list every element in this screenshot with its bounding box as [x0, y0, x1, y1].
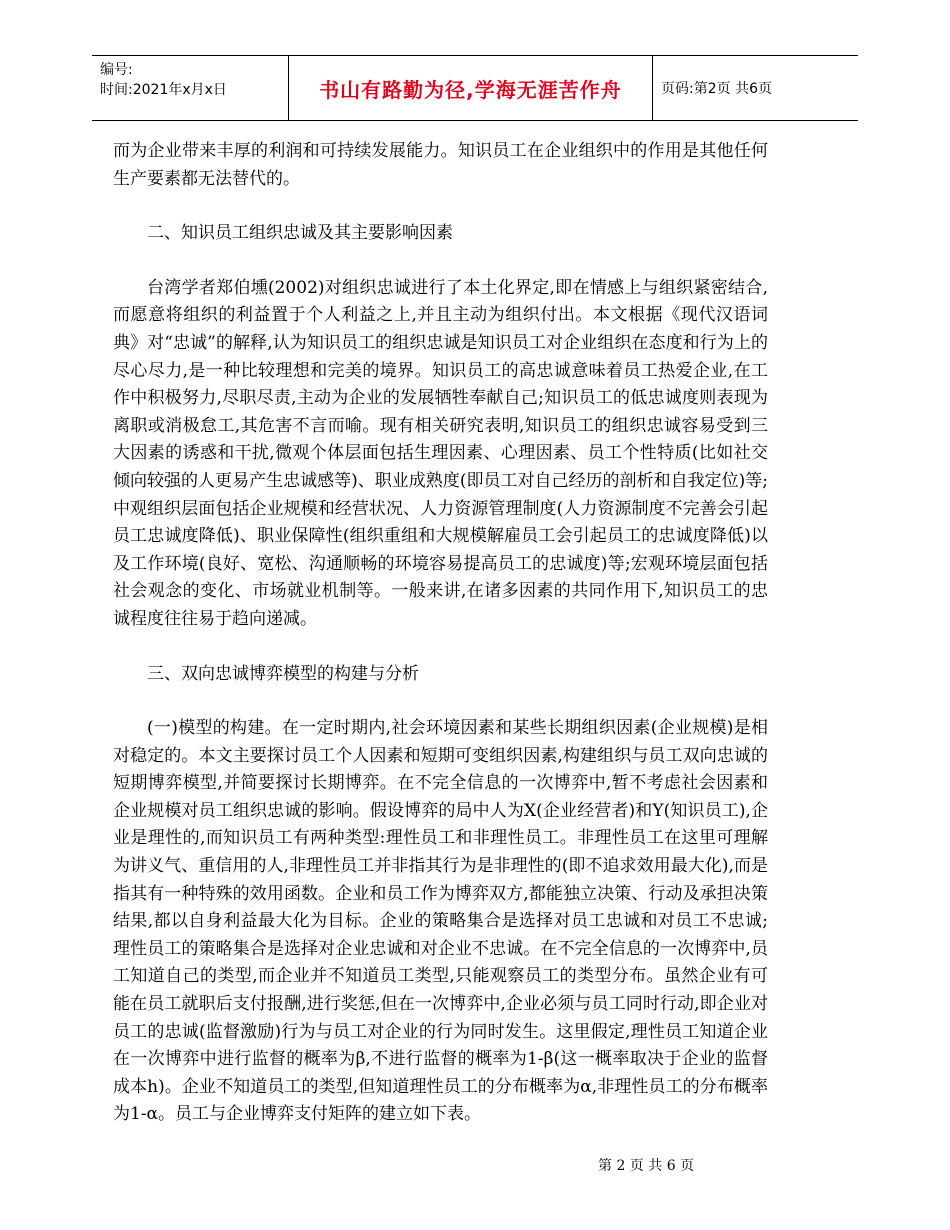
- section-heading: 二、知识员工组织忠诚及其主要影响因素: [147, 223, 453, 244]
- body-paragraph: 台湾学者郑伯壎(2002)对组织忠诚进行了本土化界定,即在情感上与组织紧密结合,而愿意将组织的利益置于个人利益之上,并且主动为组织付出。本文根据《现代汉语词典》对“忠诚”的解释,认为知识员工的组织忠诚是知识员工对企业组织在态度和行为上的尽心尽力,是一种比较理想和完美的境界。知识员工的高忠诚意味着员工热爱企业,在工作中积极努力,尽职尽责,主动为企业的发展牺牲奉献自己;知识员工的低忠诚度则表现为离职或消极怠工,其危害不言而喻。现有相关研究表明,知识员工的组织忠诚容易受到三大因素的诱惑和干扰,微观个体层面包括生理因素、心理因素、员工个性特质(比如社交倾向较强的人更易产生忠诚感等)、职业成熟度(即员工对自己经历的剖析和自我定位)等;中观组织层面包括企业规模和经营状况、人力资源管理制度(人力资源制度不完善会引起员工忠诚度降低)、职业保障性(组织重组和大规模解雇员工会引起员工的忠诚度降低)以及工作环境(良好、宽松、沟通顺畅的环境容易提高员工的忠诚度)等;宏观环境层面包括社会观念的变化、市场就业机制等。一般来讲,在诸多因素的共同作用下,知识员工的忠诚程度往往易于趋向递减。: [113, 277, 768, 629]
- body-paragraph: 而为企业带来丰厚的利润和可持续发展能力。知识员工在企业组织中的作用是其他任何生产要素都无法替代的。: [113, 141, 768, 189]
- page-footer: 第 2 页 共 6 页: [598, 1158, 695, 1174]
- page-header: [92, 55, 858, 121]
- time-label: 时间:2021年x月x日: [100, 82, 227, 98]
- section-heading: 三、双向忠诚博弈模型的构建与分析: [147, 663, 419, 684]
- header-page-info: 页码:第2页 共6页: [661, 81, 772, 97]
- header-motto: 书山有路勤为径,学海无涯苦作舟: [319, 77, 622, 102]
- document-body: [113, 138, 768, 1129]
- header-divider: [652, 56, 653, 120]
- serial-label: 编号:: [100, 62, 133, 78]
- header-meta: [100, 60, 280, 100]
- body-paragraph: (一)模型的构建。在一定时期内,社会环境因素和某些长期组织因素(企业规模)是相对稳定的。本文主要探讨员工个人因素和短期可变组织因素,构建组织与员工双向忠诚的短期博弈模型,并简要探讨长期博弈。在不完全信息的一次博弈中,暂不考虑社会因素和企业规模对员工组织忠诚的影响。假设博弈的局中人为X(企业经营者)和Y(知识员工),企业是理性的,而知识员工有两种类型:理性员工和非理性员工。非理性员工在这里可理解为讲义气、重信用的人,非理性员工并非指其行为是非理性的(即不追求效用最大化),而是指其有一种特殊的效用函数。企业和员工作为博弈双方,都能独立决策、行动及承担决策结果,都以自身利益最大化为目标。企业的策略集合是选择对员工忠诚和对员工不忠诚;理性员工的策略集合是选择对企业忠诚和对企业不忠诚。在不完全信息的一次博弈中,员工知道自己的类型,而企业并不知道员工类型,只能观察员工的类型分布。虽然企业有可能在员工就职后支付报酬,进行奖惩,但在一次博弈中,企业必须与员工同时行动,即企业对员工的忠诚(监督激励)行为与员工对企业的行为同时发生。这里假定,理性员工知道企业在一次博弈中进行监督的概率为β,不进行监督的概率为1-β(这一概率取决于企业的监督成本h)。企业不知道员工的类型,但知道理性员工的分布概率为α,非理性员工的分布概率为1-α。员工与企业博弈支付矩阵的建立如下表。: [113, 718, 768, 1125]
